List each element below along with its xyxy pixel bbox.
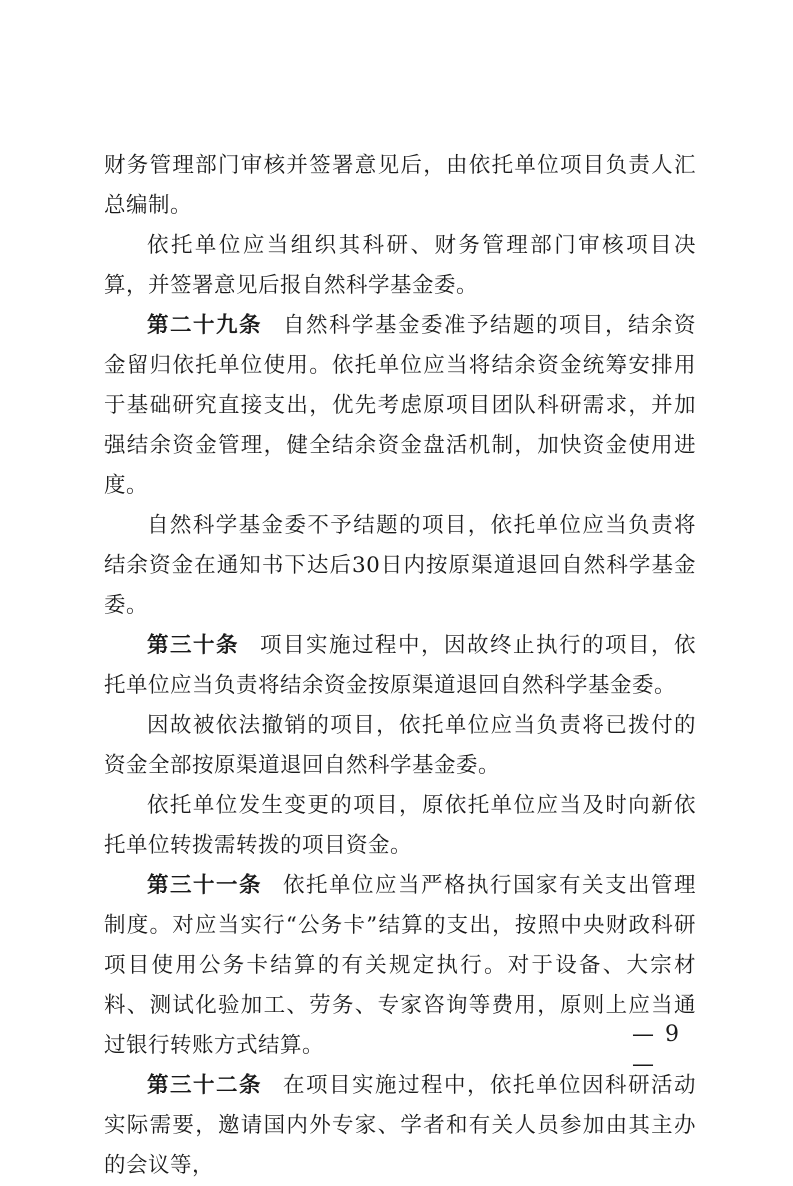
article-heading: 第三十条	[147, 633, 239, 658]
article-heading: 第三十二条	[147, 1073, 262, 1098]
paragraph-text: 依托单位应当严格执行国家有关支出管理制度。对应当实行“公务卡”结算的支出，按照中央财政科研项目使用公务卡结算的有关规定执行。对于设备、大宗材料、测试化验加工、劳务、专家咨询等费用，原则上应当通过银行转账方式结算。	[104, 873, 696, 1058]
paragraph	[104, 146, 696, 226]
paragraph	[104, 626, 696, 706]
page-number: — 9 —	[632, 1022, 681, 1077]
paragraph	[104, 786, 696, 866]
paragraph	[104, 706, 696, 786]
paragraph	[104, 1066, 696, 1186]
body-text	[104, 146, 696, 1186]
paragraph-text: 自然科学基金委准予结题的项目，结余资金留归依托单位使用。依托单位应当将结余资金统筹安排用于基础研究直接支出，优先考虑原项目团队科研需求，并加强结余资金管理，健全结余资金盘活机制，加快资金使用进度。	[104, 313, 696, 498]
paragraph-text: 项目实施过程中，因故终止执行的项目，依托单位应当负责将结余资金按原渠道退回自然科学基金委。	[104, 633, 696, 698]
paragraph-text: 在项目实施过程中，依托单位因科研活动实际需要，邀请国内外专家、学者和有关人员参加由其主办的会议等，	[104, 1073, 696, 1178]
article-heading: 第三十一条	[147, 873, 262, 898]
paragraph	[104, 866, 696, 1066]
paragraph-text: 因故被依法撤销的项目，依托单位应当负责将已拨付的资金全部按原渠道退回自然科学基金委。	[104, 713, 696, 778]
article-heading: 第二十九条	[147, 313, 262, 338]
paragraph	[104, 306, 696, 506]
paragraph-text: 依托单位应当组织其科研、财务管理部门审核项目决算，并签署意见后报自然科学基金委。	[104, 233, 696, 298]
paragraph	[104, 506, 696, 626]
paragraph-text: 财务管理部门审核并签署意见后，由依托单位项目负责人汇总编制。	[104, 153, 696, 218]
paragraph-text: 自然科学基金委不予结题的项目，依托单位应当负责将结余资金在通知书下达后30日内按原渠道退回自然科学基金委。	[104, 513, 696, 618]
paragraph-text: 依托单位发生变更的项目，原依托单位应当及时向新依托单位转拨需转拨的项目资金。	[104, 793, 696, 858]
paragraph	[104, 226, 696, 306]
